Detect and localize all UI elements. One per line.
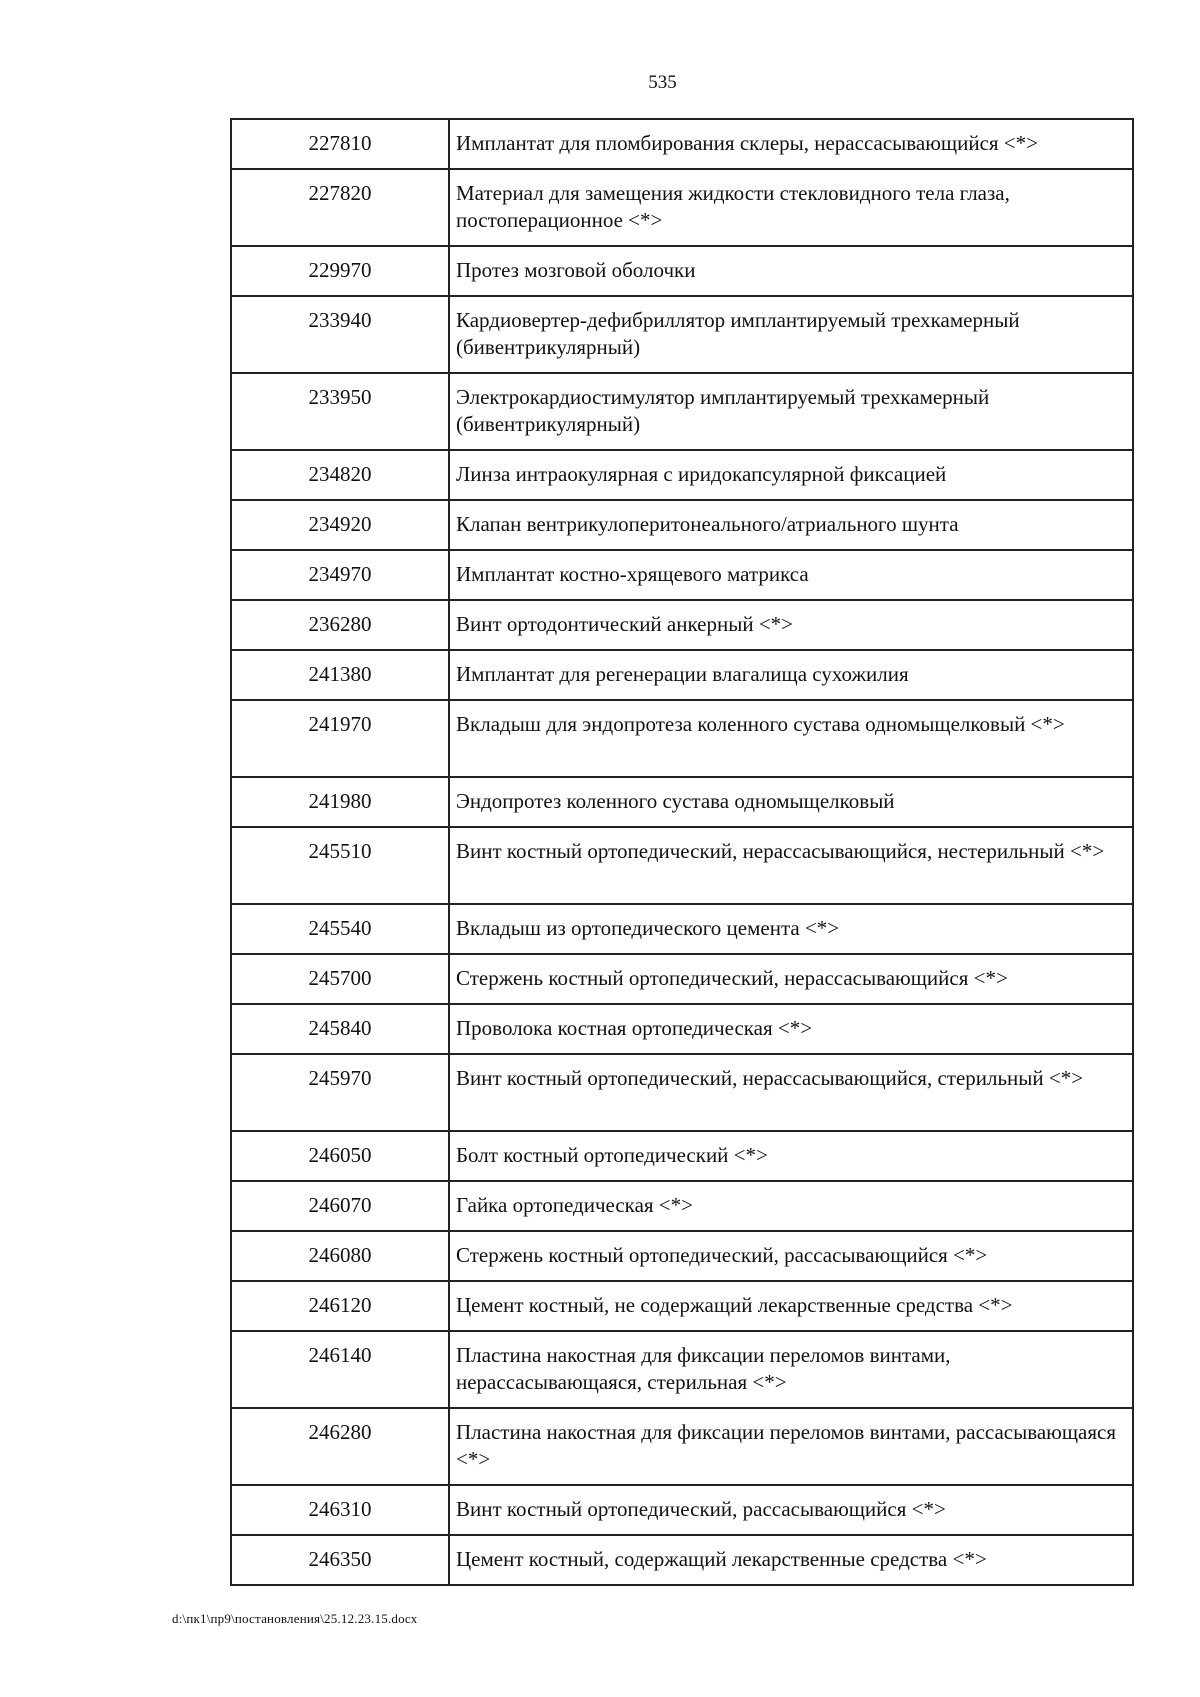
code-cell: 229970 — [231, 246, 449, 296]
table-row — [231, 954, 1133, 1004]
code-cell: 241380 — [231, 650, 449, 700]
table-row — [231, 550, 1133, 600]
name-cell: Винт костный ортопедический, нерассасывающийся, нестерильный <*> — [449, 827, 1133, 904]
code-cell: 233950 — [231, 373, 449, 450]
name-cell: Протез мозговой оболочки — [449, 246, 1133, 296]
medical-devices-table — [230, 118, 1134, 1586]
table-row — [231, 700, 1133, 777]
name-cell: Имплантат для пломбирования склеры, нерассасывающийся <*> — [449, 119, 1133, 169]
name-cell: Проволока костная ортопедическая <*> — [449, 1004, 1133, 1054]
code-cell: 246120 — [231, 1281, 449, 1331]
name-cell: Линза интраокулярная с иридокапсулярной фиксацией — [449, 450, 1133, 500]
code-cell: 245700 — [231, 954, 449, 1004]
table-row — [231, 1535, 1133, 1585]
code-cell: 245510 — [231, 827, 449, 904]
name-cell: Вкладыш для эндопротеза коленного сустава одномыщелковый <*> — [449, 700, 1133, 777]
code-cell: 234920 — [231, 500, 449, 550]
name-cell: Кардиовертер-дефибриллятор имплантируемый трехкамерный (бивентрикулярный) — [449, 296, 1133, 373]
code-cell: 236280 — [231, 600, 449, 650]
code-cell: 245540 — [231, 904, 449, 954]
code-cell: 246310 — [231, 1485, 449, 1535]
table-row — [231, 1408, 1133, 1485]
name-cell: Болт костный ортопедический <*> — [449, 1131, 1133, 1181]
table-row — [231, 373, 1133, 450]
name-cell: Стержень костный ортопедический, рассасывающийся <*> — [449, 1231, 1133, 1281]
code-cell: 245840 — [231, 1004, 449, 1054]
code-cell: 246280 — [231, 1408, 449, 1485]
name-cell: Пластина накостная для фиксации переломов винтами, рассасывающаяся <*> — [449, 1408, 1133, 1485]
table-row — [231, 1331, 1133, 1408]
code-cell: 246070 — [231, 1181, 449, 1231]
table-row — [231, 904, 1133, 954]
code-cell: 227810 — [231, 119, 449, 169]
code-cell: 246350 — [231, 1535, 449, 1585]
code-cell: 246050 — [231, 1131, 449, 1181]
code-cell: 245970 — [231, 1054, 449, 1131]
table-row — [231, 827, 1133, 904]
table-row — [231, 169, 1133, 246]
table-row — [231, 777, 1133, 827]
footer-file-path: d:\пк1\пр9\постановления\25.12.23.15.docx — [172, 1611, 418, 1626]
table-body — [231, 119, 1133, 1585]
name-cell: Вкладыш из ортопедического цемента <*> — [449, 904, 1133, 954]
table-row — [231, 119, 1133, 169]
name-cell: Стержень костный ортопедический, нерассасывающийся <*> — [449, 954, 1133, 1004]
name-cell: Винт костный ортопедический, рассасывающийся <*> — [449, 1485, 1133, 1535]
table-row — [231, 650, 1133, 700]
table-row — [231, 1231, 1133, 1281]
name-cell: Винт ортодонтический анкерный <*> — [449, 600, 1133, 650]
table-row — [231, 1181, 1133, 1231]
name-cell: Имплантат для регенерации влагалища сухожилия — [449, 650, 1133, 700]
name-cell: Цемент костный, не содержащий лекарственные средства <*> — [449, 1281, 1133, 1331]
table-row — [231, 296, 1133, 373]
table-row — [231, 1485, 1133, 1535]
table-row — [231, 500, 1133, 550]
name-cell: Винт костный ортопедический, нерассасывающийся, стерильный <*> — [449, 1054, 1133, 1131]
name-cell: Гайка ортопедическая <*> — [449, 1181, 1133, 1231]
table-row — [231, 600, 1133, 650]
name-cell: Электрокардиостимулятор имплантируемый трехкамерный (бивентрикулярный) — [449, 373, 1133, 450]
code-cell: 234820 — [231, 450, 449, 500]
code-cell: 241980 — [231, 777, 449, 827]
table-row — [231, 1054, 1133, 1131]
code-cell: 246080 — [231, 1231, 449, 1281]
name-cell: Пластина накостная для фиксации переломов винтами, нерассасывающаяся, стерильная <*> — [449, 1331, 1133, 1408]
table-row — [231, 1004, 1133, 1054]
code-cell: 241970 — [231, 700, 449, 777]
table-row — [231, 450, 1133, 500]
name-cell: Материал для замещения жидкости стекловидного тела глаза, постоперационное <*> — [449, 169, 1133, 246]
code-cell: 233940 — [231, 296, 449, 373]
code-cell: 227820 — [231, 169, 449, 246]
code-cell: 234970 — [231, 550, 449, 600]
page-number: 535 — [648, 72, 677, 93]
table-row — [231, 246, 1133, 296]
name-cell: Имплантат костно-хрящевого матрикса — [449, 550, 1133, 600]
table-row — [231, 1131, 1133, 1181]
name-cell: Клапан вентрикулоперитонеального/атриального шунта — [449, 500, 1133, 550]
code-cell: 246140 — [231, 1331, 449, 1408]
table-row — [231, 1281, 1133, 1331]
name-cell: Цемент костный, содержащий лекарственные средства <*> — [449, 1535, 1133, 1585]
name-cell: Эндопротез коленного сустава одномыщелковый — [449, 777, 1133, 827]
